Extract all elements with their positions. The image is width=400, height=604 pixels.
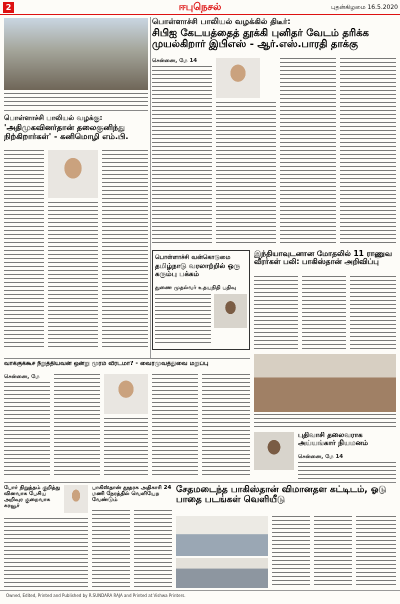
vairamuthu-story-col-2 [54, 374, 100, 478]
ceasefire-story-text [4, 518, 88, 588]
vairamuthu-story-col-1 [4, 382, 50, 478]
kanimozhi-story-kicker: பொள்ளாச்சி பாலியல் வழக்கு: [4, 114, 103, 122]
udhayanidhi-story-kicker: பொள்ளாச்சி வன்கொடுமை [155, 254, 231, 261]
main-story-col-1 [152, 66, 212, 246]
ceasefire-story-headline: போர் நிறுத்தம் குறித்து வினவாக பேசிய அறிவுர குறைவாக கரவூர் [4, 485, 61, 510]
main-story-col-2 [216, 102, 276, 246]
pakistan-soldiers-col-2 [302, 276, 346, 350]
kanimozhi-story-col-1 [4, 150, 44, 350]
protest-photo-caption [4, 93, 148, 106]
kanimozhi-story-col-2 [48, 202, 98, 350]
envoy-story-col-1 [92, 510, 130, 588]
appointment-byline: சென்னை, மே 14 [298, 454, 344, 460]
newspaper-name: ஈபுநெசல் [178, 2, 222, 13]
main-story-col-3 [280, 58, 336, 246]
airbase-story-col-1 [272, 516, 310, 588]
udhayanidhi-story-byline: துணை முதல்வர் உதயநிதி பதிவு [155, 285, 237, 291]
main-story-byline: சென்னை, மே 14 [152, 58, 198, 64]
page-number: 2 [3, 2, 14, 13]
ceasefire-photo [64, 485, 88, 513]
main-story-col-4 [340, 58, 396, 246]
vairamuthu-story-byline: சென்னை, மே [4, 374, 40, 380]
print-line: Owned, Edited, Printed and Published by R.SUNDARA RAJA and Printed at Vishwa Printers. [0, 590, 400, 604]
appointment-story-text [298, 462, 396, 480]
envoy-story-headline: பாகிஸ்தான் தூதரக அதிகாரி 24 மணி நேரத்தில் வெளியேற வேண்டும் [92, 485, 172, 504]
pakistan-soldiers-headline: இந்தியாவுடனான மோதலில் 11 ராணுவ வீரர்கள் பலி: பாகிஸ்தான் அறிவிப்பு [254, 250, 393, 267]
vairamuthu-story-col-3 [104, 418, 148, 478]
kanimozhi-photo [48, 150, 98, 198]
column-rule [150, 17, 151, 359]
airbase-photo-2 [176, 558, 268, 588]
dateline: புதன்கிழமை 16.5.2020 [331, 4, 398, 11]
airbase-story-col-2 [314, 516, 352, 588]
divider [4, 482, 396, 483]
appointment-headline: புதிவாசி தலைவராக அய்யங்கார் நியமனம் [298, 432, 368, 447]
pakistan-soldiers-col-3 [350, 276, 396, 350]
main-story-kicker: பொள்ளாச்சி பாலியல் வழக்கில் திடீர்: [152, 17, 291, 26]
divider [4, 110, 148, 111]
vairamuthu-photo [104, 374, 148, 414]
kanimozhi-story-headline: 'அதிமுகவினர்தான் தலைகுனிந்து நிற்கிறார்கள்' - கனிமொழி எம்.பி. [4, 124, 129, 141]
udhayanidhi-photo [214, 294, 247, 328]
protest-photo [4, 18, 148, 90]
vairamuthu-story-headline: வாக்குக்கூச நீறுத்தியவன் ஒன்று மூரம் வீரடமா? - வைரமுவத்துவை மறுப்பு [4, 361, 209, 367]
rs-bharathi-photo [216, 58, 260, 98]
airbase-story-headline: சேதமடைந்த பாகிஸ்தான் விமானதள கட்டிடம், ஓடு பாதை படங்கள் வெளியீடு [176, 485, 387, 506]
airbase-story-col-3 [356, 516, 396, 588]
appointee-photo [254, 432, 294, 470]
pakistan-soldiers-col-1 [254, 276, 298, 350]
group-photo [254, 354, 396, 412]
udhayanidhi-story-text [155, 294, 211, 346]
airbase-photo-1 [176, 516, 268, 556]
vairamuthu-story-col-4 [152, 374, 198, 478]
group-photo-caption [254, 414, 396, 428]
divider [4, 358, 250, 359]
vairamuthu-story-col-5 [202, 374, 250, 478]
kanimozhi-story-col-3 [102, 150, 148, 350]
udhayanidhi-story-headline: தமிழ்நாடு வரலாற்றில் ஒரு கரும்பு பக்கம் [155, 263, 241, 278]
envoy-story-col-2 [134, 510, 172, 588]
main-story-headline: சிபிஐ கேடயத்தைத் தூக்கி புனிதர் வேடம் தரிக்க முயல்கிறார் இபிஎஸ் - ஆர்.எஸ்.பாரதி தாக்கு [152, 28, 369, 51]
